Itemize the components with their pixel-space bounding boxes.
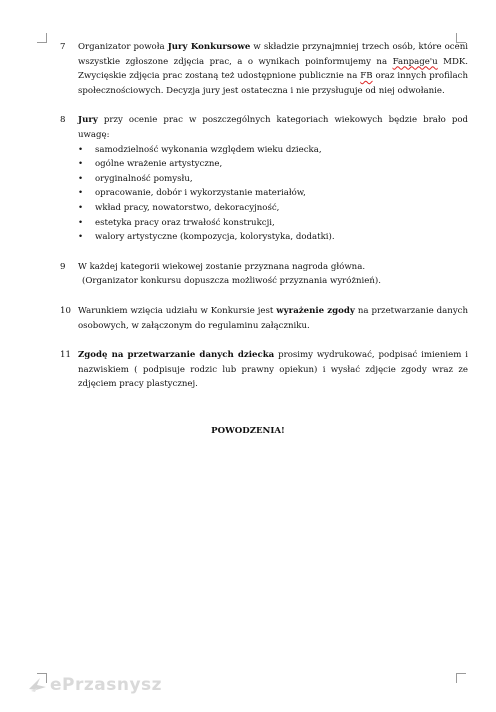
spellcheck-underlined-word: FB [360,71,373,82]
criteria-list [78,143,468,245]
list-item: • opracowanie, dobór i wykorzystanie materiałów, [78,186,468,201]
list-item: • wkład pracy, nowatorstwo, dekoracyjność, [78,201,468,216]
watermark-logo [28,673,162,697]
paragraph-8: 8 Jury przy ocenie prac w poszczególnych kategoriach wiekowych będzie brało pod uwagę: • samodzielność wykonania względem wieku dziecka, • ogólne wrażenie artystyczne, • oryginalność pomysłu, • opracowanie, dobór i wykorzystanie materiałów, • wkład pracy, nowatorstwo, dekoracyjność, • estetyka pracy oraz trwałość konstrukcji, • walory artystyczne (kompozycja, kolorystyka, dodatki). [60,113,468,244]
paragraph-10: 10 Warunkiem wzięcia udziału w Konkursie jest wyrażenie zgody na przetwarzanie danych osobowych, w załączonym do regulaminu załączniku. [60,305,469,331]
page-corner-mark [37,33,47,43]
paragraph-number: 7 [60,42,66,52]
list-item: • estetyka pracy oraz trwałość konstrukcji, [78,216,468,231]
list-item: • oryginalność pomysłu, [78,172,468,187]
paragraph-number: 11 [60,350,71,361]
bold-text: Jury Konkursowe [167,42,251,52]
page-corner-mark [456,673,466,683]
bold-text: Jury [78,115,98,126]
bold-text: Zgodę na przetwarzanie danych dziecka [78,350,275,361]
paragraph-9: 9 W każdej kategorii wiekowej zostanie przyznana nagroda główna. (Organizator konkursu dopuszcza możliwość przyznania wyróżnień). [60,261,381,287]
paragraph-number: 9 [60,261,66,272]
watermark-text: ePrzasnysz [50,675,163,695]
paragraph-number: 10 [60,305,71,316]
list-item: • ogólne wrażenie artystyczne, [78,157,468,172]
document-page [60,40,468,392]
bird-logo-icon [28,675,48,695]
paragraph-number: 8 [60,115,66,126]
bold-text: wyrażenie zgody [276,305,355,316]
spellcheck-underlined-word: Fanpage'u [392,56,438,67]
paragraph-7: 7 Organizator powoła Jury Konkursowe w składzie przynajmniej trzech osób, które oceni wszystkie zgłoszone zdjęcia prac, a o wynikach poinformujemy na Fanpage'u MDK. Zwycięskie zdjęcia prac zostaną też udostępnione publicznie na FB oraz innych profilach społecznościowych. Decyzja jury jest ostateczna i nie przysługuje od niej odwołanie. [60,42,469,96]
list-item: • walory artystyczne (kompozycja, kolorystyka, dodatki). [78,230,468,245]
closing-text: POWODZENIA! [211,426,285,436]
list-item: • samodzielność wykonania względem wieku dziecka, [78,143,468,158]
paragraph-11: 11 Zgodę na przetwarzanie danych dziecka prosimy wydrukować, podpisać imieniem i nazwiskiem ( podpisuje rodzic lub prawny opiekun) i wysłać zdjęcie zgody wraz ze zdjęciem pracy plastycznej. [60,350,468,390]
